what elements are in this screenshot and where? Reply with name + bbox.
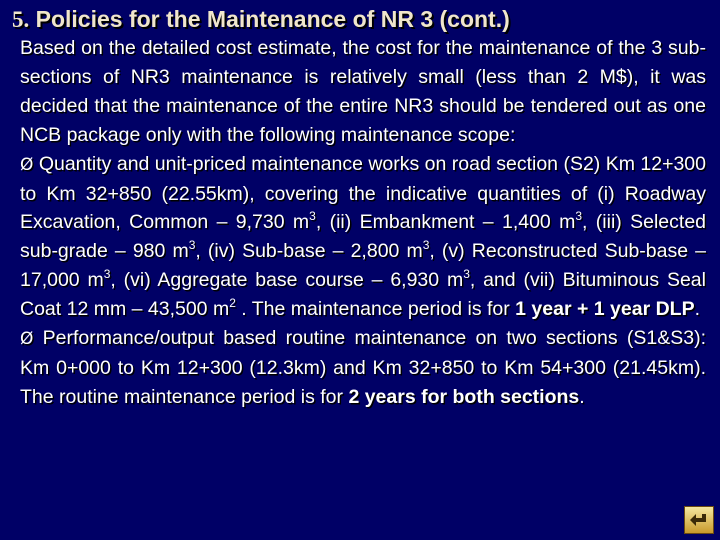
bullet-2-end: . (579, 385, 585, 408)
intro-paragraph: Based on the detailed cost estimate, the cost for the maintenance of the 3 sub-sections of NR3 maintenance is relatively small (less than 2 M$), it was decided that the maintenance of the entire NR3 should be tendered out as one NCB package only with the following maintenance scope: (20, 37, 706, 146)
bullet-1-text: , (ii) Embankment – 1,400 m (315, 211, 576, 234)
bullet-1-end: . (694, 298, 701, 321)
bullet-1-bold: 1 year + 1 year DLP (515, 298, 695, 321)
superscript: 3 (103, 266, 111, 281)
return-button[interactable] (684, 506, 714, 534)
title-text: Policies for the Maintenance of NR 3 (cont.) (35, 6, 510, 32)
bullet-1-text: , (iv) Sub-base – 2,800 m (195, 240, 423, 263)
title-number: 5. (12, 7, 30, 32)
superscript: 3 (309, 208, 316, 223)
bullet-1-text: , (v) Reconstructed Sub-base – 17,000 m (20, 240, 707, 292)
superscript: 2 (229, 295, 236, 310)
superscript: 3 (188, 237, 196, 252)
bullet-1-text: Quantity and unit-priced maintenance works on road section (S2) Km 12+300 to Km 32+850 (22.55km), covering the indicative quantities of (i) Roadway Excavation, Common – 9,730 m (20, 152, 706, 234)
superscript: 3 (463, 266, 470, 281)
superscript: 3 (575, 208, 583, 223)
slide-title (12, 4, 712, 35)
superscript: 3 (422, 237, 430, 252)
bullet-item-2 (20, 324, 706, 412)
bullet-1-text: , and (vii) Bituminous Seal Coat 12 mm – 43,500 m (20, 269, 706, 321)
bullet-item-1 (20, 150, 706, 324)
bullet-1-text: , (vi) Aggregate base course – 6,930 m (110, 269, 464, 292)
bullet-arrow-icon: Ø (20, 329, 34, 350)
bullet-1-text: . The maintenance period is for (235, 298, 516, 321)
bullet-arrow-icon: Ø (20, 154, 34, 175)
return-arrow-icon (688, 510, 710, 530)
bullet-2-text: Performance/output based routine maintenance on two sections (S1&S3): Km 0+000 to Km 12+300 (12.3km) and Km 32+850 to Km 54+300 (21.45km). The routine maintenance period is for (20, 327, 706, 408)
bullet-1-text: , (iii) Selected sub-grade – 980 m (20, 211, 707, 263)
slide-body (20, 34, 706, 412)
bullet-2-bold: 2 years for both sections (348, 385, 580, 408)
